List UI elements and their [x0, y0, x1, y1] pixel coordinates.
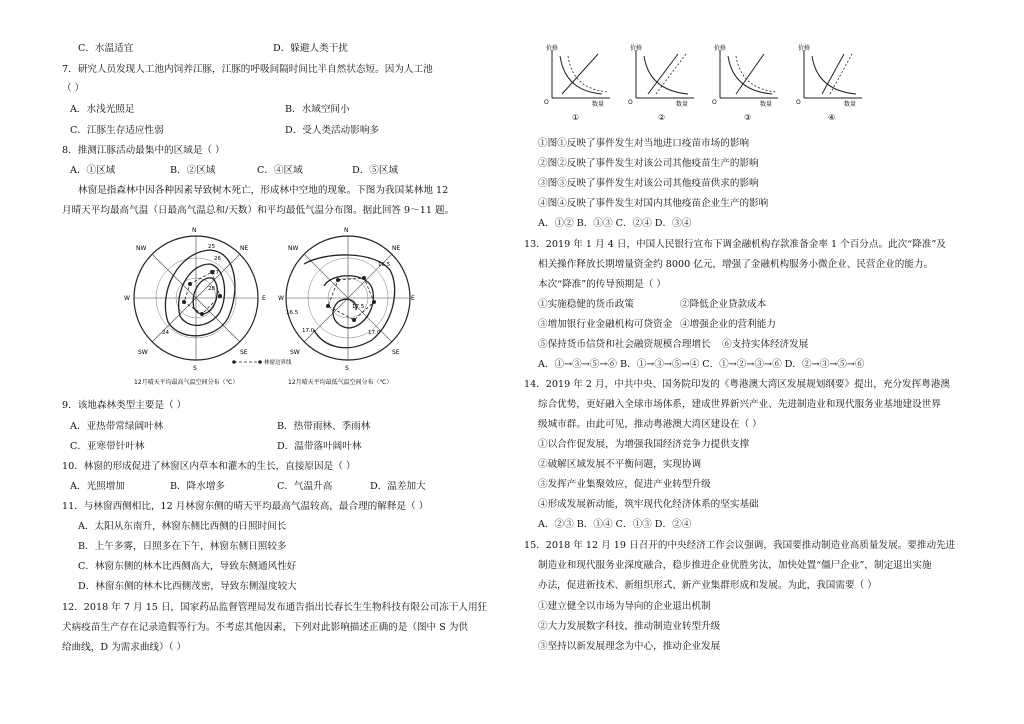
intro-text-2: 月晴天平均最高气温（日最高气温总和/天数）和平均最低气温分布图。据此回答 9～11 题。 — [62, 205, 455, 216]
right-map-caption: 12月晴天平均最低气温空间分布（℃） — [288, 379, 393, 386]
graph-4-qty: 数量 — [844, 101, 857, 108]
q12-statement-3: ③图③反映了事件发生对该公司其他疫苗供求的影响 — [538, 178, 759, 189]
forest-gap-temperature-figure — [124, 222, 418, 392]
dir-n-right: N — [344, 227, 349, 234]
dir-s-left: S — [193, 365, 197, 372]
q13-stem-2: 相关操作释放长期增量资金约 8000 亿元，增强了金融机构服务小微企业、民营企业的能力。 — [538, 259, 934, 270]
q9-option-c: C．亚寒带针叶林 — [70, 441, 145, 452]
graph-1-label: ① — [572, 113, 580, 122]
graph-3-origin: O — [712, 99, 717, 106]
dir-nw-left: NW — [136, 245, 147, 252]
dir-s-right: S — [345, 365, 349, 372]
q11-option-a: A．太阳从东南升，林窗东侧比西侧的日照时间长 — [78, 521, 287, 532]
q13-item-3: ③增加银行业金融机构可贷资金 — [538, 319, 673, 330]
graph-4-label: ④ — [828, 113, 836, 122]
q15-item-3: ③坚持以新发展理念为中心，推动企业发展 — [538, 641, 721, 652]
q15-item-2: ②大力发展数字科技，推动制造业转型升级 — [538, 621, 721, 632]
dir-se-left: SE — [240, 349, 248, 356]
q14-stem: 14．2019 年 2 月，中共中央、国务院印发的《粤港澳大湾区发展规划纲要》提出，充分发挥粤港澳 — [524, 379, 951, 390]
q6-option-c: C．水温适宜 — [78, 43, 134, 54]
q15-item-1: ①建立健全以市场为导向的企业退出机制 — [538, 601, 711, 612]
q7-option-a: A．水浅光照足 — [70, 104, 135, 115]
q9-option-d: D．温带落叶阔叶林 — [277, 441, 362, 452]
graph-2-price: 价格 — [630, 45, 643, 52]
q11-stem: 11．与林窗西侧相比，12 月林窗东侧的晴天平均最高气温较高，最合理的解释是（ ） — [62, 501, 429, 512]
q10-option-a: A．光照增加 — [70, 481, 125, 492]
q14-item-4: ④形成发展新动能，筑牢现代化经济体系的坚实基础 — [538, 499, 759, 510]
q14-item-3: ③发挥产业集聚效应，促进产业转型升级 — [538, 479, 711, 490]
q6-option-d: D．躲避人类干扰 — [273, 43, 348, 54]
q12-statement-4: ④图④反映了事件发生对国内其他疫苗企业生产的影响 — [538, 198, 769, 209]
q10-stem: 10．林窗的形成促进了林窗区内草本和灌木的生长，直接原因是（ ） — [62, 461, 356, 472]
q13-item-5: ⑤保持货币信贷和社会融资规模合理增长 — [538, 339, 711, 350]
q12-stem-2: 犬病疫苗生产存在记录造假等行为。不考虑其他因素，下列对此影响描述正确的是（图中 S 为供 — [62, 622, 469, 633]
q7-stem-paren: （ ） — [62, 83, 85, 94]
figure-legend — [232, 358, 292, 366]
q13-item-1: ①实施稳健的货币政策 — [538, 299, 634, 310]
q8-option-b: B．②区域 — [170, 165, 216, 176]
q9-option-b: B．热带雨林、季雨林 — [277, 421, 371, 432]
q14-item-1: ①以合作促发展，为增强我国经济竞争力提供支撑 — [538, 439, 750, 450]
dir-ne-right: NE — [392, 245, 401, 252]
q10-option-c: C．气温升高 — [277, 481, 333, 492]
q12-stem: 12．2018 年 7 月 15 日，国家药品监督管理局发布通告指出长春长生生物科技有限公司冻干人用狂 — [62, 602, 488, 613]
iso-165-b: 16.5 — [286, 310, 299, 316]
q15-stem-3: 办法，促进新技术、新组织形式、新产业集群形成和发展。为此，我国需要（ ） — [538, 580, 877, 591]
q14-stem-3: 级城市群。由此可见，推动粤港澳大湾区建设在（ ） — [538, 419, 762, 430]
graph-3-label: ③ — [744, 113, 752, 122]
dir-e-left: E — [262, 295, 266, 302]
graph-1-qty: 数量 — [592, 101, 605, 108]
iso-170-a: 17.0 — [302, 328, 315, 334]
graph-4-origin: O — [796, 99, 801, 106]
q10-option-b: B．降水增多 — [170, 481, 226, 492]
legend-label: 林窗边界线 — [264, 360, 292, 366]
dir-w-right: W — [278, 295, 284, 302]
q14-stem-2: 综合优势，更好融入全球市场体系，建成世界新兴产业、先进制造业和现代服务业基地建设世界 — [538, 399, 941, 410]
q14-item-2: ②破解区域发展不平衡问题，实现协调 — [538, 459, 702, 470]
q13-options: A．①→③→⑤→⑥ B．①→③→⑤→④ C．①→②→③→⑥ D．②→③→⑤→⑥ — [538, 359, 865, 370]
left-map-caption: 12月晴天平均最高气温空间分布（℃） — [134, 379, 239, 386]
q13-item-2: ②降低企业贷款成本 — [680, 299, 767, 310]
q12-stem-3: 给曲线，D 为需求曲线）（ ） — [62, 642, 187, 653]
dir-n-left: N — [192, 227, 197, 234]
q8-stem: 8．推测江豚活动最集中的区域是（ ） — [62, 145, 225, 156]
iso-26: 26 — [214, 256, 221, 262]
q11-option-c: C．林窗东侧的林木比西侧高大，导致东侧通风性好 — [78, 561, 297, 572]
graph-2-label: ② — [658, 113, 666, 122]
intro-text: 林窗是指森林中因各种因素导致树木死亡，形成林中空地的现象。下图为我国某林地 12 — [78, 185, 449, 196]
min-temp-map — [278, 227, 415, 372]
q15-stem: 15．2018 年 12 月 19 日召开的中央经济工作会议强调，我国要推动制造业高质量发展。要推动先进 — [524, 540, 956, 551]
iso-175: 17.5 — [352, 304, 365, 310]
graph-3 — [712, 44, 778, 122]
graph-3-qty: 数量 — [760, 101, 773, 108]
q13-item-4: ④增强企业的营利能力 — [680, 319, 776, 330]
iso-25: 25 — [208, 244, 215, 250]
q7-stem: 7．研究人员发现人工池内饲养江豚，江豚的呼吸间隔时间比半自然状态短。因为人工池 — [62, 64, 433, 75]
q14-options: A．②③ B．①④ C．①③ D．②④ — [538, 519, 692, 530]
dir-w-left: W — [124, 295, 130, 302]
max-temp-map — [124, 227, 266, 372]
q11-option-d: D．林窗东侧的林木比西侧茂密，导致东侧湿度较大 — [78, 581, 297, 592]
graph-2-qty: 数量 — [676, 101, 689, 108]
q8-option-a: A．①区域 — [70, 165, 116, 176]
dir-e-right: E — [411, 295, 415, 302]
graph-4-price: 价格 — [798, 45, 811, 52]
graph-1-price: 价格 — [546, 45, 559, 52]
dir-nw-right: NW — [288, 245, 299, 252]
graph-4 — [796, 44, 862, 122]
q8-option-d: D．⑤区域 — [352, 165, 399, 176]
dir-sw-right: SW — [290, 349, 300, 356]
q13-stem: 13．2019 年 1 月 4 日，中国人民银行宣布下调金融机构存款准备金率 1 个百分点。此次“降准”及 — [524, 239, 946, 250]
q13-item-6: ⑥支持实体经济发展 — [722, 339, 809, 350]
iso-170-b: 17.0 — [368, 330, 381, 336]
q12-options: A．①② B．①③ C．②④ D．③④ — [538, 218, 692, 229]
iso-24: 24 — [162, 330, 169, 336]
dir-sw-left: SW — [138, 349, 148, 356]
q7-option-b: B．水域空间小 — [285, 104, 350, 115]
graph-2-origin: O — [628, 99, 633, 106]
dir-se-right: SE — [392, 349, 400, 356]
q12-statement-2: ②图②反映了事件发生对该公司其他疫苗生产的影响 — [538, 158, 759, 169]
q12-statement-1: ①图①反映了事件发生对当地进口疫苗市场的影响 — [538, 138, 750, 149]
graph-2 — [628, 44, 694, 122]
iso-27: 27 — [212, 270, 219, 276]
graph-1-origin: O — [544, 99, 549, 106]
q8-option-c: C．④区域 — [257, 165, 303, 176]
iso-28: 28 — [208, 286, 215, 292]
q15-stem-2: 制造业和现代服务业深度融合，稳步推进企业优胜劣汰，加快处置“僵尸企业”，制定退出实施 — [538, 560, 932, 571]
dir-ne-left: NE — [240, 245, 249, 252]
graph-1 — [544, 44, 610, 122]
supply-demand-graphs — [540, 42, 870, 124]
q11-option-b: B．上午多雾，日照多在下午，林窗东侧日照较多 — [78, 541, 287, 552]
graph-3-price: 价格 — [714, 45, 727, 52]
q13-stem-3: 本次“降准”的传导预期是（ ） — [538, 279, 666, 290]
q7-option-d: D．受人类活动影响多 — [285, 125, 380, 136]
iso-165-a: 16.5 — [378, 262, 391, 268]
q10-option-d: D．温差加大 — [370, 481, 426, 492]
q9-option-a: A．亚热带常绿阔叶林 — [70, 421, 164, 432]
q9-stem: 9．该地森林类型主要是（ ） — [62, 400, 187, 411]
q7-option-c: C．江豚生存适应性弱 — [70, 125, 164, 136]
